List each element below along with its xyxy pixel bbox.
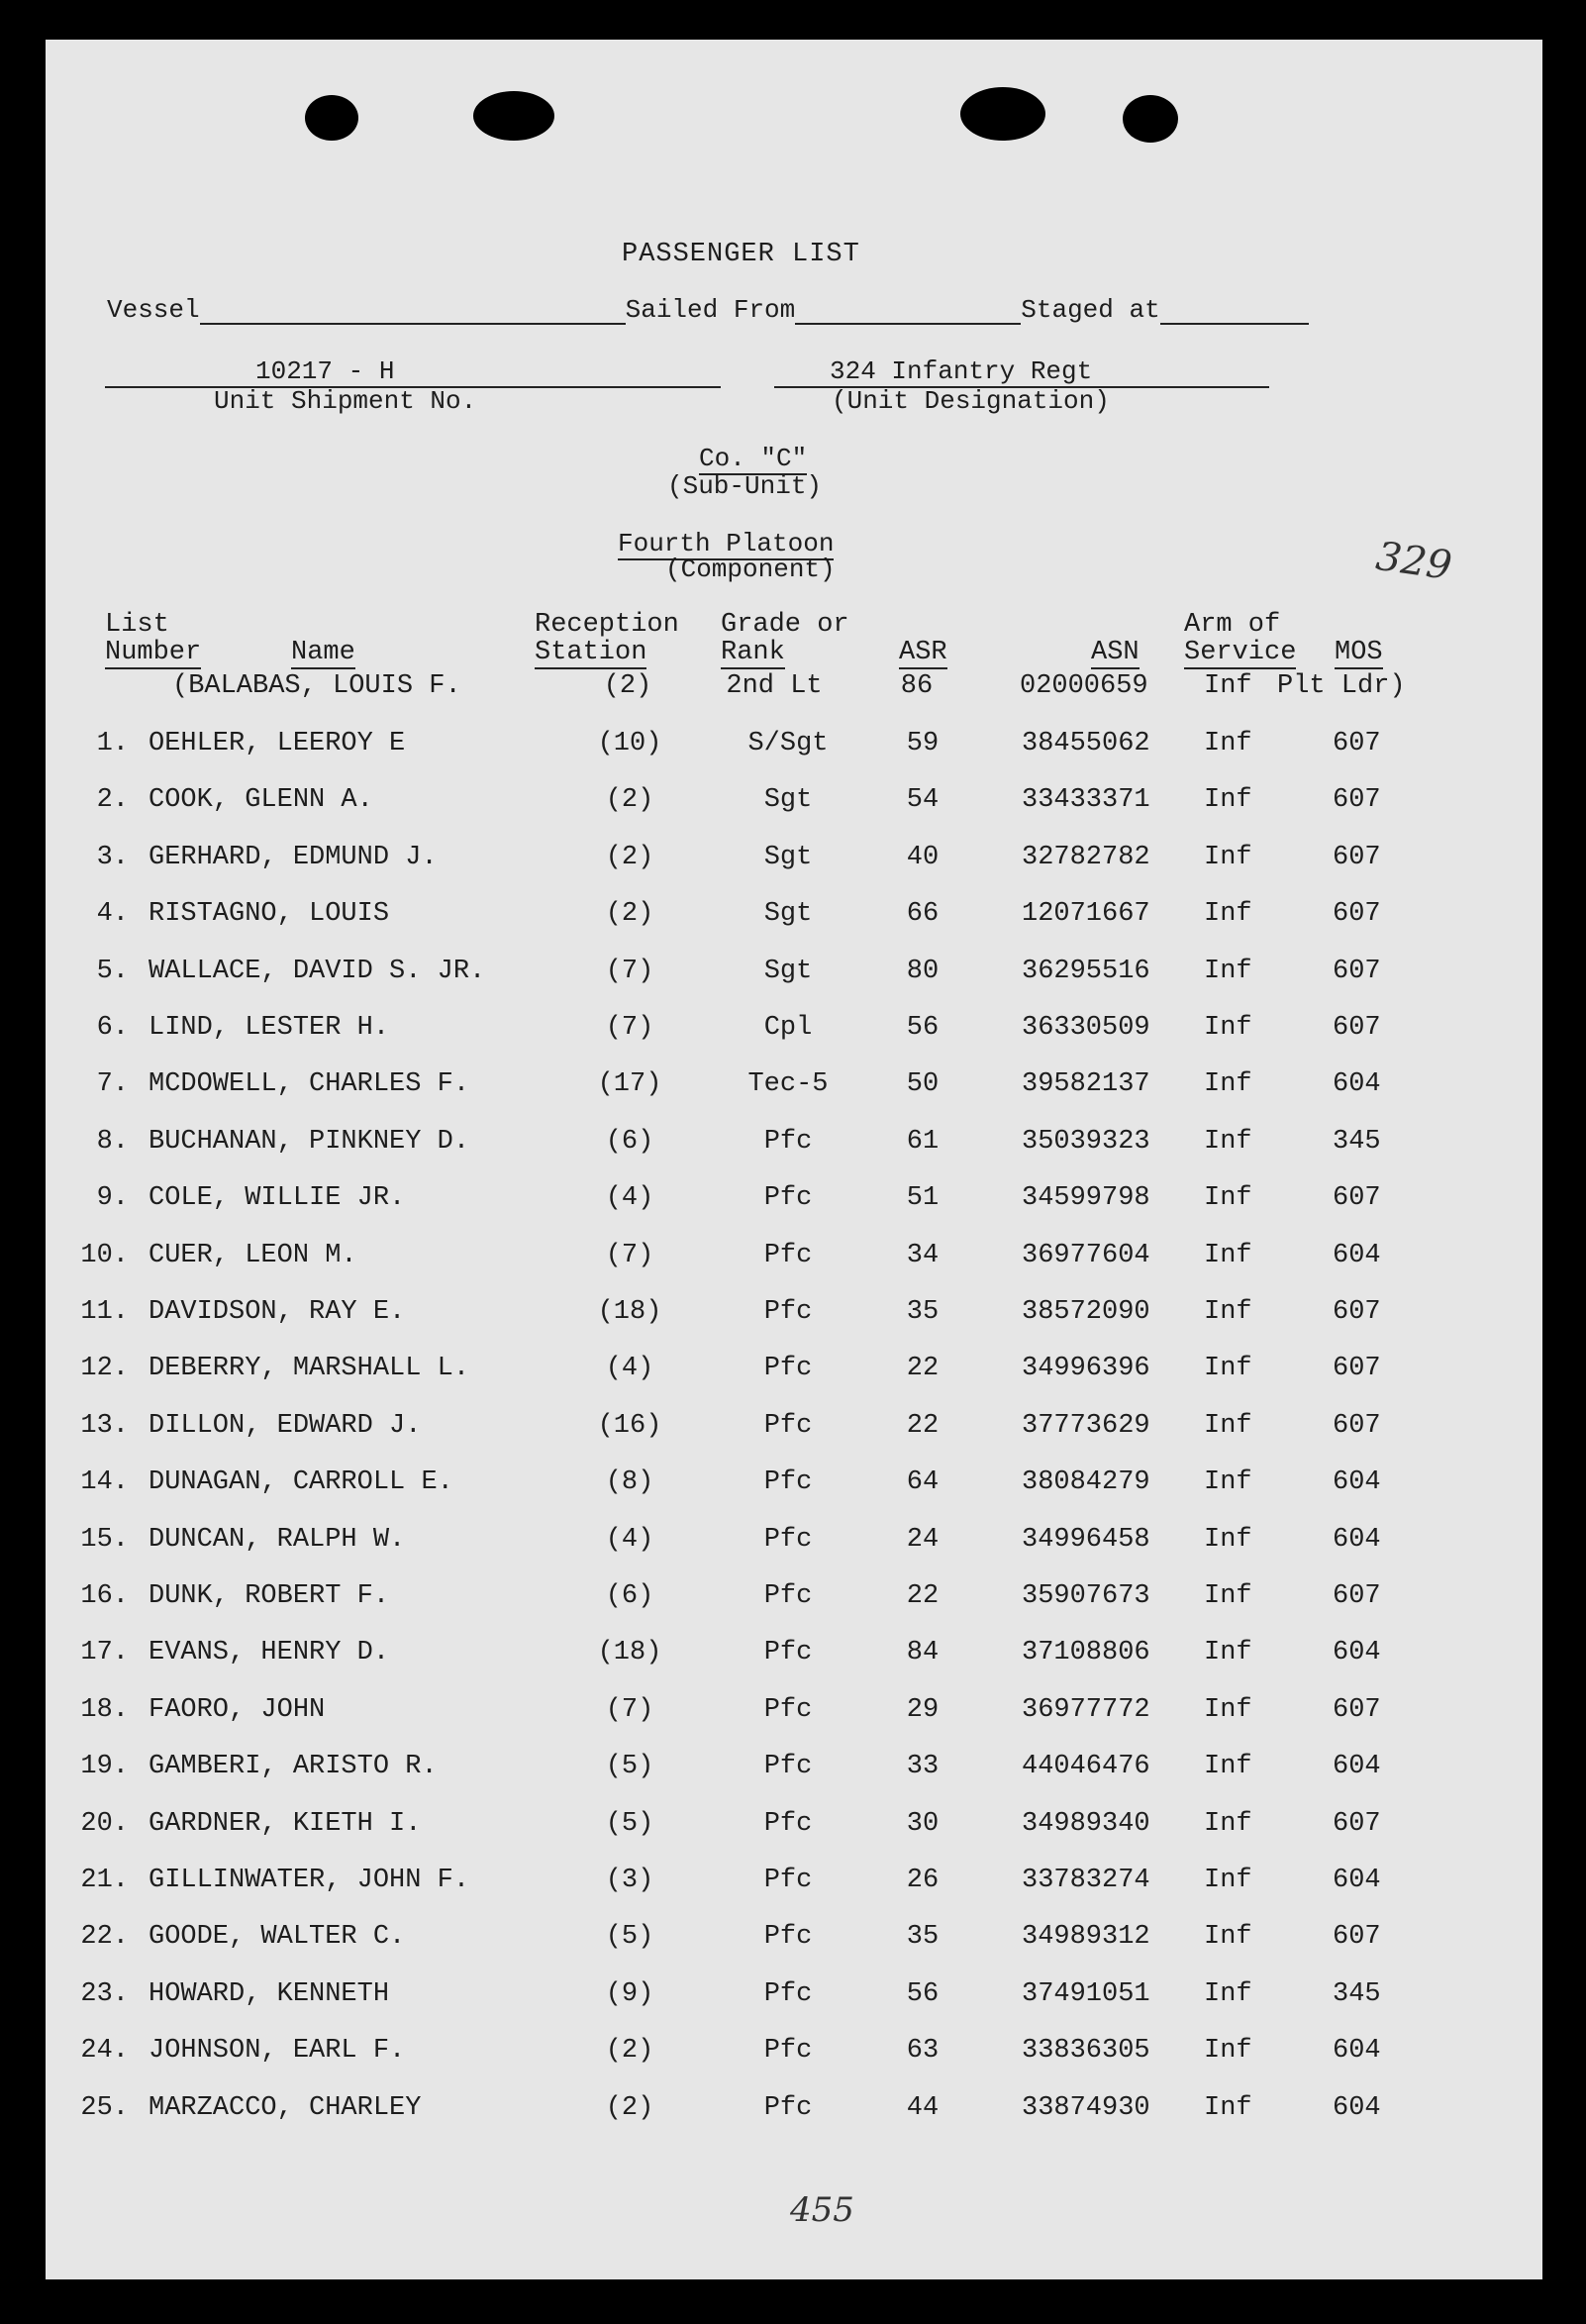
row-asr: 66: [906, 899, 940, 930]
row-arm-of-service: Inf: [1204, 1581, 1252, 1611]
row-arm-of-service: Inf: [1204, 899, 1252, 930]
row-name: JOHNSON, EARL F.: [149, 2036, 406, 2067]
row-asr: 22: [906, 1410, 940, 1441]
sailed-from-blank: [795, 295, 1021, 325]
row-asr: 33: [906, 1752, 940, 1782]
row-name: MARZACCO, CHARLEY: [149, 2092, 422, 2123]
row-rank: Pfc: [763, 1922, 813, 1953]
table-row: [46, 1183, 1542, 1223]
row-number: 22.: [80, 1922, 129, 1953]
row-asn: 36977604: [1022, 1240, 1150, 1270]
table-row: [46, 1069, 1542, 1109]
row-mos: 607: [1333, 1183, 1381, 1214]
row-mos: 604: [1333, 1638, 1381, 1668]
table-row: [46, 1695, 1542, 1735]
row-rank: Pfc: [763, 1467, 813, 1498]
row-arm-of-service: Inf: [1204, 1354, 1252, 1384]
punch-hole-2: [473, 91, 554, 141]
row-station: (3): [605, 1866, 654, 1895]
row-number: 14.: [80, 1467, 129, 1498]
row-rank: Pfc: [763, 1638, 813, 1668]
row-arm-of-service: Inf: [1204, 785, 1252, 816]
row-number: 16.: [80, 1581, 129, 1611]
row-station: (5): [605, 1752, 654, 1782]
table-row: [46, 1638, 1542, 1677]
row-rank: Tec-5: [747, 1069, 829, 1100]
row-asn: 32782782: [1022, 842, 1150, 872]
leader-station: (2): [603, 671, 652, 701]
leader-mos: Plt Ldr): [1277, 671, 1406, 701]
row-name: COOK, GLENN A.: [149, 785, 373, 816]
row-asr: 30: [906, 1808, 940, 1839]
row-station: (5): [605, 1808, 654, 1839]
col-arm-2: Service: [1184, 638, 1297, 667]
row-mos: 607: [1333, 899, 1381, 930]
row-asn: 34599798: [1022, 1183, 1150, 1214]
row-rank: Pfc: [763, 2036, 813, 2067]
table-row: [46, 2036, 1542, 2075]
row-rank: S/Sgt: [747, 729, 829, 758]
row-asn: 37773629: [1022, 1410, 1150, 1441]
row-name: DUNAGAN, CARROLL E.: [149, 1467, 453, 1498]
row-asr: 59: [906, 729, 940, 758]
row-number: 6.: [96, 1013, 129, 1043]
table-row: [46, 729, 1542, 768]
row-number: 25.: [80, 2092, 129, 2123]
row-rank: Pfc: [763, 1978, 813, 2009]
row-arm-of-service: Inf: [1204, 956, 1252, 986]
row-station: (10): [597, 729, 662, 758]
row-station: (8): [605, 1467, 654, 1498]
row-number: 20.: [80, 1808, 129, 1839]
row-rank: Pfc: [763, 1354, 813, 1384]
row-asr: 80: [906, 956, 940, 986]
row-station: (7): [605, 1694, 654, 1725]
row-mos: 607: [1333, 729, 1381, 758]
row-asn: 34989312: [1022, 1922, 1150, 1953]
row-arm-of-service: Inf: [1204, 1524, 1252, 1555]
row-asr: 64: [906, 1467, 940, 1498]
row-name: FAORO, JOHN: [149, 1694, 326, 1725]
row-arm-of-service: Inf: [1204, 729, 1252, 758]
row-mos: 604: [1333, 1524, 1381, 1555]
row-station: (18): [597, 1297, 662, 1327]
row-asr: 34: [906, 1240, 940, 1270]
row-asn: 33874930: [1022, 2092, 1150, 2123]
row-rank: Pfc: [763, 1410, 813, 1441]
row-name: DEBERRY, MARSHALL L.: [149, 1354, 470, 1384]
col-mos: MOS: [1335, 638, 1383, 667]
table-row: [46, 1013, 1542, 1053]
row-arm-of-service: Inf: [1204, 1978, 1252, 2009]
col-list-2: Number: [105, 638, 202, 667]
table-row: [46, 1752, 1542, 1791]
row-asr: 56: [906, 1013, 940, 1043]
row-number: 15.: [80, 1524, 129, 1555]
row-station: (6): [605, 1126, 654, 1157]
col-reception-2: Station: [535, 638, 647, 667]
sailed-from-label: Sailed From: [625, 295, 796, 325]
row-arm-of-service: Inf: [1204, 1069, 1252, 1100]
col-list-1: List: [105, 610, 169, 640]
row-number: 21.: [80, 1866, 129, 1895]
table-row: [46, 1354, 1542, 1393]
row-asn: 37108806: [1022, 1638, 1150, 1668]
row-asr: 22: [906, 1354, 940, 1384]
row-rank: Pfc: [763, 1866, 813, 1895]
row-mos: 604: [1333, 2036, 1381, 2067]
row-station: (6): [605, 1581, 654, 1611]
row-mos: 604: [1333, 1752, 1381, 1782]
row-arm-of-service: Inf: [1204, 1752, 1252, 1782]
row-mos: 607: [1333, 1297, 1381, 1327]
row-station: (2): [605, 2036, 654, 2067]
row-station: (2): [605, 785, 654, 816]
row-number: 1.: [96, 729, 129, 758]
row-arm-of-service: Inf: [1204, 1126, 1252, 1157]
table-row: [46, 1297, 1542, 1337]
row-number: 24.: [80, 2036, 129, 2067]
row-asr: 35: [906, 1922, 940, 1953]
row-station: (16): [597, 1410, 662, 1441]
row-mos: 604: [1333, 2092, 1381, 2123]
table-row: [46, 1581, 1542, 1621]
vessel-blank: [200, 295, 626, 325]
row-rank: Pfc: [763, 1240, 813, 1270]
table-row: [46, 1979, 1542, 2019]
table-row: [46, 1525, 1542, 1565]
table-row: [46, 1922, 1542, 1962]
row-arm-of-service: Inf: [1204, 1638, 1252, 1668]
row-station: (7): [605, 1013, 654, 1043]
row-arm-of-service: Inf: [1204, 2092, 1252, 2123]
row-asr: 40: [906, 842, 940, 872]
row-number: 5.: [96, 956, 129, 986]
punch-hole-3: [960, 87, 1045, 141]
row-arm-of-service: Inf: [1204, 1240, 1252, 1270]
row-asn: 36330509: [1022, 1013, 1150, 1043]
row-rank: Pfc: [763, 1752, 813, 1782]
vessel-label: Vessel: [107, 295, 200, 325]
row-station: (4): [605, 1183, 654, 1214]
row-arm-of-service: Inf: [1204, 1866, 1252, 1895]
row-name: DUNCAN, RALPH W.: [149, 1524, 406, 1555]
leader-arm: Inf: [1204, 671, 1252, 701]
row-arm-of-service: Inf: [1204, 1297, 1252, 1327]
row-arm-of-service: Inf: [1204, 842, 1252, 872]
row-arm-of-service: Inf: [1204, 2036, 1252, 2067]
row-rank: Pfc: [763, 1297, 813, 1327]
row-mos: 607: [1333, 842, 1381, 872]
row-asr: 44: [906, 2092, 940, 2123]
row-rank: Sgt: [763, 785, 813, 816]
row-asn: 34996396: [1022, 1354, 1150, 1384]
row-mos: 607: [1333, 785, 1381, 816]
row-asn: 38084279: [1022, 1467, 1150, 1498]
row-arm-of-service: Inf: [1204, 1467, 1252, 1498]
row-arm-of-service: Inf: [1204, 1808, 1252, 1839]
row-asn: 12071667: [1022, 899, 1150, 930]
row-station: (5): [605, 1922, 654, 1953]
row-asn: 39582137: [1022, 1069, 1150, 1100]
table-row: [46, 1866, 1542, 1905]
row-mos: 607: [1333, 956, 1381, 986]
table-row: [46, 843, 1542, 882]
row-number: 9.: [96, 1183, 129, 1214]
row-name: COLE, WILLIE JR.: [149, 1183, 406, 1214]
row-arm-of-service: Inf: [1204, 1694, 1252, 1725]
row-asn: 35907673: [1022, 1581, 1150, 1611]
row-asr: 35: [906, 1297, 940, 1327]
component-value: Fourth Platoon: [618, 529, 835, 558]
row-asn: 34989340: [1022, 1808, 1150, 1839]
row-name: OEHLER, LEEROY E: [149, 729, 406, 758]
row-station: (2): [605, 842, 654, 872]
row-asr: 29: [906, 1694, 940, 1725]
leader-rank: 2nd Lt: [726, 671, 823, 701]
row-mos: 607: [1333, 1694, 1381, 1725]
row-rank: Pfc: [763, 1183, 813, 1214]
sub-unit-caption: (Sub-Unit): [667, 471, 823, 501]
row-name: HOWARD, KENNETH: [149, 1978, 390, 2009]
row-asr: 24: [906, 1524, 940, 1555]
table-row: [46, 957, 1542, 996]
row-name: EVANS, HENRY D.: [149, 1638, 390, 1668]
row-asn: 33783274: [1022, 1866, 1150, 1895]
row-asn: 44046476: [1022, 1752, 1150, 1782]
row-mos: 604: [1333, 1467, 1381, 1498]
row-mos: 345: [1333, 1126, 1381, 1157]
leader-asn: 02000659: [1020, 671, 1148, 701]
component-caption: (Component): [665, 555, 836, 584]
col-asr: ASR: [899, 638, 947, 667]
table-row: [46, 1411, 1542, 1451]
row-mos: 607: [1333, 1410, 1381, 1441]
row-station: (7): [605, 956, 654, 986]
row-arm-of-service: Inf: [1204, 1183, 1252, 1214]
table-row: [46, 1127, 1542, 1166]
row-rank: Pfc: [763, 1126, 813, 1157]
row-mos: 607: [1333, 1922, 1381, 1953]
row-name: GAMBERI, ARISTO R.: [149, 1752, 438, 1782]
row-arm-of-service: Inf: [1204, 1013, 1252, 1043]
row-name: GOODE, WALTER C.: [149, 1922, 406, 1953]
col-grade-2: Rank: [721, 638, 785, 667]
table-row: [46, 2093, 1542, 2133]
row-name: BUCHANAN, PINKNEY D.: [149, 1126, 470, 1157]
row-asn: 36977772: [1022, 1694, 1150, 1725]
row-asn: 36295516: [1022, 956, 1150, 986]
table-row: [46, 1467, 1542, 1507]
row-station: (17): [597, 1069, 662, 1100]
unit-designation-caption: (Unit Designation): [832, 386, 1110, 416]
row-mos: 607: [1333, 1013, 1381, 1043]
row-number: 12.: [80, 1354, 129, 1384]
row-mos: 607: [1333, 1581, 1381, 1611]
row-number: 4.: [96, 899, 129, 930]
row-number: 8.: [96, 1126, 129, 1157]
staged-at-label: Staged at: [1021, 295, 1160, 325]
row-name: GARDNER, KIETH I.: [149, 1808, 422, 1839]
col-reception-1: Reception: [535, 610, 679, 640]
row-station: (4): [605, 1524, 654, 1555]
row-rank: Sgt: [763, 956, 813, 986]
row-name: DUNK, ROBERT F.: [149, 1581, 390, 1611]
row-asn: 33433371: [1022, 785, 1150, 816]
row-asr: 54: [906, 785, 940, 816]
row-rank: Pfc: [763, 1581, 813, 1611]
row-asn: 37491051: [1022, 1978, 1150, 2009]
table-row: [46, 899, 1542, 939]
row-asn: 38455062: [1022, 729, 1150, 758]
punch-hole-1: [305, 95, 358, 141]
row-mos: 607: [1333, 1808, 1381, 1839]
punch-hole-4: [1123, 95, 1178, 143]
row-asr: 22: [906, 1581, 940, 1611]
row-number: 13.: [80, 1410, 129, 1441]
row-asn: 33836305: [1022, 2036, 1150, 2067]
row-arm-of-service: Inf: [1204, 1922, 1252, 1953]
row-number: 2.: [96, 785, 129, 816]
row-rank: Pfc: [763, 1524, 813, 1555]
staged-at-blank: [1160, 295, 1309, 325]
footer-page-note: 455: [790, 2190, 854, 2230]
row-asr: 50: [906, 1069, 940, 1100]
page-title: PASSENGER LIST: [622, 240, 860, 269]
row-rank: Pfc: [763, 2092, 813, 2123]
table-row: [46, 785, 1542, 825]
row-name: WALLACE, DAVID S. JR.: [149, 956, 486, 986]
row-station: (4): [605, 1354, 654, 1384]
row-name: RISTAGNO, LOUIS: [149, 899, 390, 930]
row-station: (7): [605, 1240, 654, 1270]
col-grade-1: Grade or: [721, 610, 849, 640]
document-page: [46, 40, 1542, 2279]
table-row: [46, 1809, 1542, 1849]
row-asr: 51: [906, 1183, 940, 1214]
table-row: [46, 1241, 1542, 1280]
row-number: 10.: [80, 1240, 129, 1270]
row-rank: Pfc: [763, 1808, 813, 1839]
page-stamp: 329: [1373, 533, 1455, 590]
row-name: LIND, LESTER H.: [149, 1013, 390, 1043]
row-number: 17.: [80, 1638, 129, 1668]
col-name: Name: [291, 638, 355, 667]
row-asr: 56: [906, 1978, 940, 2009]
row-station: (2): [605, 899, 654, 930]
row-mos: 604: [1333, 1240, 1381, 1270]
col-arm-1: Arm of: [1184, 610, 1281, 640]
row-mos: 607: [1333, 1354, 1381, 1384]
sub-unit-value: Co. "C": [699, 444, 808, 473]
row-rank: Cpl: [763, 1013, 813, 1043]
unit-shipment-caption: Unit Shipment No.: [214, 386, 477, 416]
row-asr: 61: [906, 1126, 940, 1157]
row-station: (9): [605, 1978, 654, 2009]
row-asr: 84: [906, 1638, 940, 1668]
row-arm-of-service: Inf: [1204, 1410, 1252, 1441]
row-station: (2): [605, 2092, 654, 2123]
row-asn: 35039323: [1022, 1126, 1150, 1157]
row-number: 7.: [96, 1069, 129, 1100]
row-name: CUER, LEON M.: [149, 1240, 357, 1270]
row-mos: 604: [1333, 1069, 1381, 1100]
vessel-line: [107, 295, 1309, 325]
row-number: 19.: [80, 1752, 129, 1782]
row-asr: 26: [906, 1866, 940, 1895]
unit-shipment-value: 10217 - H: [255, 356, 395, 386]
leader-name: (BALABAS, LOUIS F.: [172, 671, 461, 701]
row-name: GILLINWATER, JOHN F.: [149, 1866, 470, 1895]
col-asn: ASN: [1091, 638, 1140, 667]
row-number: 11.: [80, 1297, 129, 1327]
row-number: 3.: [96, 842, 129, 872]
row-name: DAVIDSON, RAY E.: [149, 1297, 406, 1327]
row-rank: Pfc: [763, 1694, 813, 1725]
unit-designation-value: 324 Infantry Regt: [830, 356, 1093, 386]
row-asn: 34996458: [1022, 1524, 1150, 1555]
row-number: 23.: [80, 1978, 129, 2009]
row-rank: Sgt: [763, 842, 813, 872]
row-station: (18): [597, 1638, 662, 1668]
row-number: 18.: [80, 1694, 129, 1725]
row-name: GERHARD, EDMUND J.: [149, 842, 438, 872]
row-name: DILLON, EDWARD J.: [149, 1410, 422, 1441]
row-mos: 604: [1333, 1866, 1381, 1895]
row-name: MCDOWELL, CHARLES F.: [149, 1069, 470, 1100]
row-asr: 63: [906, 2036, 940, 2067]
row-rank: Sgt: [763, 899, 813, 930]
row-asn: 38572090: [1022, 1297, 1150, 1327]
leader-row: [46, 671, 1542, 711]
leader-asr: 86: [900, 671, 934, 701]
row-mos: 345: [1333, 1978, 1381, 2009]
